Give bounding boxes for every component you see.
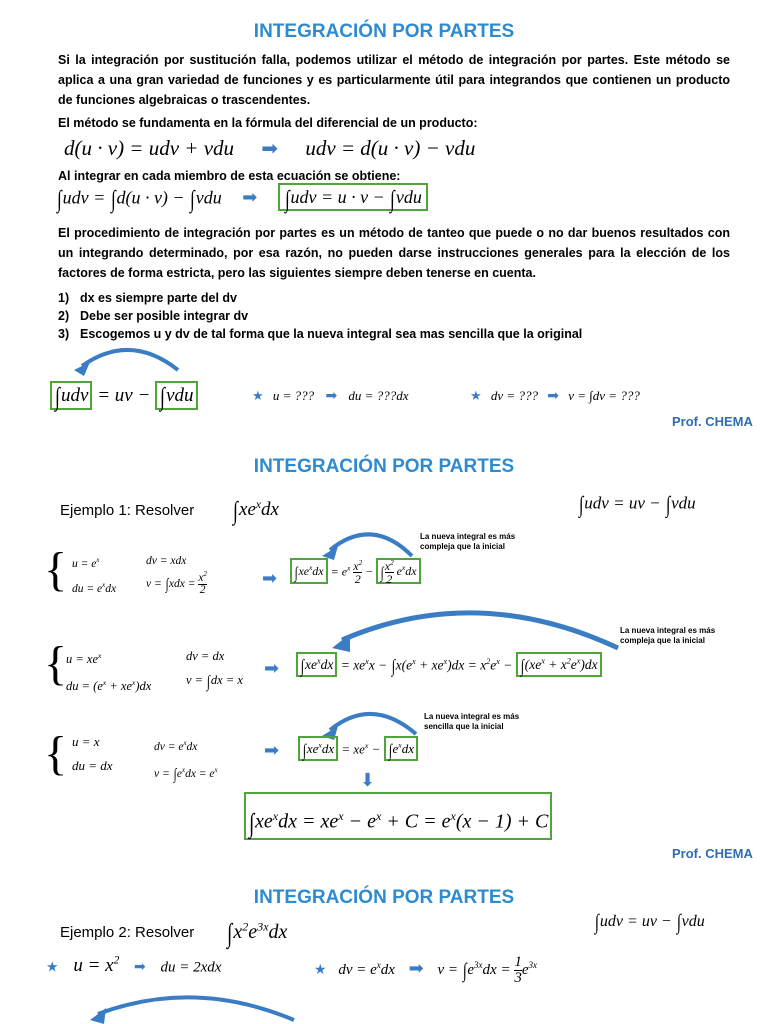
example-2-u-choice: ★ $u = x^2$ ➡ du = 2xdx [46, 955, 222, 977]
attempt-c-dv: dv = $e^xdx$ $v = \int e^xdx = e^x$ [154, 740, 218, 783]
star-bullet-icon: ★ [252, 389, 264, 404]
brace: { [44, 637, 68, 690]
right-arrow-icon: ➡ [134, 959, 146, 976]
author-label: Prof. CHEMA [672, 414, 753, 429]
author-label: Prof. CHEMA [672, 846, 753, 861]
star-bullet-icon: ★ [470, 389, 482, 404]
right-arrow-icon: ➡ [261, 136, 279, 160]
dv-v-guess: ★ dv = ??? ➡ v = ∫dv = ??? [470, 388, 640, 404]
general-parts-formula: ∫udv = uv − ∫vdu [50, 382, 198, 412]
right-arrow-icon: ➡ [262, 568, 278, 589]
rules-list [58, 289, 582, 343]
note-more-complex: La nueva integral es más compleja que la inicial [420, 532, 516, 551]
page-title: INTEGRACIÓN POR PARTES [253, 456, 515, 477]
rule-item: 1) dx es siempre parte del dv [58, 291, 238, 305]
intro-paragraph: Si la integración por sustitución falla, podemos utilizar el método de integración por partes. Este método se aplica a una gran variedad de funciones y es particularmente útil para integrandos que contienen un producto de funciones algebraicas o trascendentes. [58, 53, 730, 107]
basis-text: El método se fundamenta en la fórmula del diferencial de un producto: [58, 116, 478, 130]
attempt-b-dv: dv = dx v = ∫dx = x [186, 649, 243, 691]
note-simpler: La nueva integral es más sencilla que la inicial [424, 712, 520, 731]
u-du-guess: ★ u = ??? ➡ du = ???dx [252, 388, 409, 404]
page-title: INTEGRACIÓN POR PARTES [253, 887, 515, 908]
example-1-final-result: $\int xe^xdx = xe^x - e^x + C = e^x(x - 1) + C$ [244, 792, 552, 840]
swap-curved-arrow-icon [312, 524, 422, 560]
example-2-integral: $\int x^2e^{3x}dx$ [227, 918, 288, 948]
right-arrow-icon: ➡ [264, 658, 280, 679]
attempt-c-result: $\int xe^xdx = xe^x - \int e^xdx$ [298, 740, 418, 761]
attempt-a-choice: $u = e^x$ du = $e^xdx$ [72, 557, 117, 595]
swap-curved-arrow-icon [326, 600, 626, 652]
example-2-label: Ejemplo 2: Resolver [60, 924, 195, 941]
integrated-formula: ∫udv = ∫d(u · v) − ∫vdu ➡ ∫udv = u · v − ∫vdu [56, 186, 428, 214]
attempt-b-result: $\int xe^xdx = xe^xx - \int x(e^x + xe^x)dx = x^2e^x - \int(xe^x + x^2e^x)dx$ [296, 656, 602, 677]
right-arrow-icon: ➡ [264, 740, 280, 761]
example-1-label: Ejemplo 1: Resolver [60, 502, 195, 519]
note-more-complex: La nueva integral es más compleja que la inicial [620, 626, 716, 645]
right-arrow-icon: ➡ [242, 187, 258, 209]
star-bullet-icon: ★ [314, 961, 327, 978]
attempt-a-dv: dv = xdx v = ∫xdx = $\frac{x^2}{2}$ [146, 555, 207, 597]
parts-formula-reminder: ∫udv = uv − ∫vdu [578, 492, 696, 517]
right-arrow-icon: ➡ [325, 388, 338, 404]
rule-item: 2) Debe ser posible integrar dv [58, 309, 249, 323]
swap-curved-arrow-icon [312, 704, 422, 740]
attempt-a-result: $\int xe^xdx = e^x$ $\frac{x^2}{2}$ − ∫ $\frac{x^2}{2}$ $e^xdx$ [290, 560, 421, 585]
right-arrow-icon: ➡ [547, 388, 559, 404]
swap-curved-arrow-icon [60, 340, 190, 376]
example-1-integral: $\int xe^xdx$ [233, 496, 279, 525]
star-bullet-icon: ★ [46, 959, 59, 976]
example-2-dv-choice: ★ dv = $e^xdx$ ➡ $v = \int e^{3x}dx$ = $\frac{1}{3}$ $e^{3x}$ [314, 954, 537, 986]
procedure-paragraph: El procedimiento de integración por partes es un método de tanteo que puede o no dar buenos resultados con un integrando determinado, por esa razón, no pueden darse instrucciones generales para la elección de los factores de forma estricta, pero las siguientes siempre deben tenerse en cuenta. [58, 226, 730, 280]
down-arrow-icon: ⬇ [360, 770, 376, 791]
product-differential-formula: d(u · v) = udv + vdu ➡ udv = d(u · v) − vdu [64, 136, 476, 160]
brace: { [44, 727, 68, 780]
attempt-c-choice: u = x du = dx [72, 734, 113, 773]
brace: { [44, 543, 68, 596]
right-arrow-icon: ➡ [408, 957, 424, 979]
rule-item: 3) Escogemos u y dv de tal forma que la nueva integral sea mas sencilla que la original [58, 327, 583, 341]
parts-formula-reminder: ∫udv = uv − ∫vdu [594, 910, 705, 934]
integrating-text: Al integrar en cada miembro de esta ecuación se obtiene: [58, 169, 401, 183]
page-title: INTEGRACIÓN POR PARTES [253, 21, 515, 42]
parts-formula-box: ∫udv = u · v − ∫vdu [278, 183, 428, 211]
attempt-b-choice: $u = xe^x$ du = $(e^x + xe^x)dx$ [66, 651, 152, 694]
swap-curved-arrow-icon [84, 990, 304, 1024]
